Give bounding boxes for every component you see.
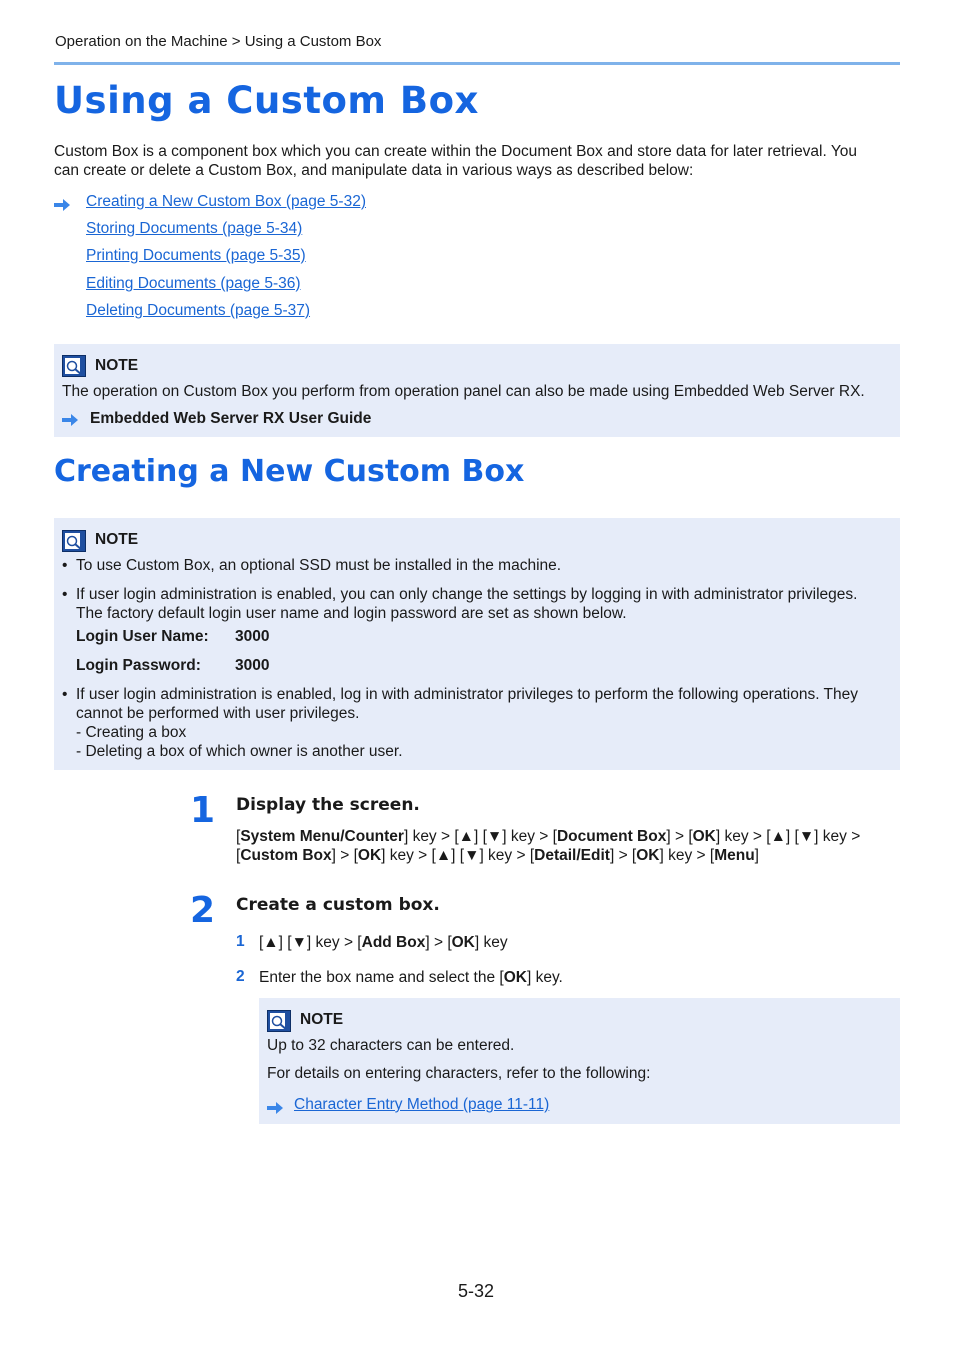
note-text: For details on entering characters, refer to the following: xyxy=(267,1065,651,1082)
text-run: [ xyxy=(236,828,241,845)
text-run: ] > [ xyxy=(331,847,358,864)
note-bullet-admin-operations xyxy=(76,685,858,761)
text-run: ] key xyxy=(474,934,508,951)
note-icon xyxy=(267,1010,291,1032)
key-name: Document Box xyxy=(556,828,667,845)
note-text: Up to 32 characters can be entered. xyxy=(267,1037,515,1054)
login-user-name-label: Login User Name: xyxy=(76,628,209,645)
login-password-label: Login Password: xyxy=(76,657,201,674)
key-name: OK xyxy=(451,934,475,951)
link-creating-custom-box[interactable]: Creating a New Custom Box (page 5-32) xyxy=(86,193,366,210)
header-rule xyxy=(54,62,900,65)
key-name: Menu xyxy=(714,847,755,864)
login-user-name-value: 3000 xyxy=(235,628,270,645)
note-bullet-login-admin xyxy=(76,585,857,623)
bullet-line: cannot be performed with user privileges. xyxy=(76,705,360,722)
bullet-marker: • xyxy=(62,686,68,703)
step-title: Display the screen. xyxy=(236,795,420,815)
breadcrumb: Operation on the Machine > Using a Custom Box xyxy=(55,33,382,50)
substep-text xyxy=(259,968,563,987)
bullet-line: - Creating a box xyxy=(76,724,187,741)
note-text: The operation on Custom Box you perform from operation panel can also be made using Embedded Web Server RX. xyxy=(62,383,865,400)
step1-instructions-line1 xyxy=(236,827,860,846)
key-name: OK xyxy=(636,847,660,864)
section-title: Creating a New Custom Box xyxy=(54,454,525,489)
key-name: Add Box xyxy=(361,934,426,951)
bullet-line: If user login administration is enabled, you can only change the settings by logging in with administrator privileges. xyxy=(76,586,858,603)
key-name: Detail/Edit xyxy=(534,847,610,864)
bullet-marker: • xyxy=(62,557,68,574)
bullet-line: The factory default login user name and login password are set as shown below. xyxy=(76,605,627,622)
step-title: Create a custom box. xyxy=(236,895,440,915)
page-number: 5-32 xyxy=(458,1281,495,1301)
bullet-line: - Deleting a box of which owner is another user. xyxy=(76,743,403,760)
note-label: NOTE xyxy=(95,531,139,548)
text-run: [ xyxy=(236,847,241,864)
text-run: ] > [ xyxy=(666,828,693,845)
key-name: OK xyxy=(692,828,716,845)
key-name: OK xyxy=(357,847,382,864)
page-title: Using a Custom Box xyxy=(54,79,479,122)
intro-line-1: Custom Box is a component box which you can create within the Document Box and store data for later retrieval. You xyxy=(54,143,857,160)
text-run: ] xyxy=(754,847,759,864)
link-editing-documents[interactable]: Editing Documents (page 5-36) xyxy=(86,275,301,292)
link-printing-documents[interactable]: Printing Documents (page 5-35) xyxy=(86,247,306,264)
arrow-right-icon xyxy=(54,199,70,211)
intro-line-2: can create or delete a Custom Box, and manipulate data in various ways as described below: xyxy=(54,162,694,179)
text-run: ] key > [ xyxy=(659,847,715,864)
note-reference-guide: Embedded Web Server RX User Guide xyxy=(90,410,372,427)
intro-paragraph xyxy=(54,142,857,180)
link-deleting-documents[interactable]: Deleting Documents (page 5-37) xyxy=(86,302,311,319)
text-run: ] key > [▲] [▼] key > [ xyxy=(381,847,535,864)
key-name: OK xyxy=(503,969,527,986)
bullet-marker: • xyxy=(62,586,68,603)
arrow-right-icon xyxy=(62,414,78,426)
note-label: NOTE xyxy=(300,1011,344,1028)
substep-number: 2 xyxy=(236,968,245,985)
link-storing-documents[interactable]: Storing Documents (page 5-34) xyxy=(86,220,303,237)
text-run: ] key > [▲] [▼] key > xyxy=(715,828,861,845)
text-run: ] > [ xyxy=(609,847,637,864)
key-name: Custom Box xyxy=(240,847,332,864)
key-name: System Menu/Counter xyxy=(240,828,404,845)
bullet-line: If user login administration is enabled, log in with administrator privileges to perform the following operations. They xyxy=(76,686,859,703)
login-password-value: 3000 xyxy=(235,657,270,674)
text-run: Enter the box name and select the [ xyxy=(259,969,504,986)
note-bullet-ssd: To use Custom Box, an optional SSD must be installed in the machine. xyxy=(76,557,562,574)
text-run: [▲] [▼] key > [ xyxy=(259,934,362,951)
step1-instructions-line2 xyxy=(236,846,759,865)
step-number: 2 xyxy=(190,890,216,931)
text-run: ] > [ xyxy=(425,934,452,951)
step-number: 1 xyxy=(190,790,216,831)
text-run: ] key > [▲] [▼] key > [ xyxy=(403,828,557,845)
substep-number: 1 xyxy=(236,933,245,950)
note-icon xyxy=(62,530,86,552)
text-run: ] key. xyxy=(526,969,563,986)
substep-text xyxy=(259,933,508,952)
note-icon xyxy=(62,355,86,377)
arrow-right-icon xyxy=(267,1102,283,1114)
note-label: NOTE xyxy=(95,357,139,374)
link-character-entry-method[interactable]: Character Entry Method (page 11-11) xyxy=(294,1096,550,1113)
